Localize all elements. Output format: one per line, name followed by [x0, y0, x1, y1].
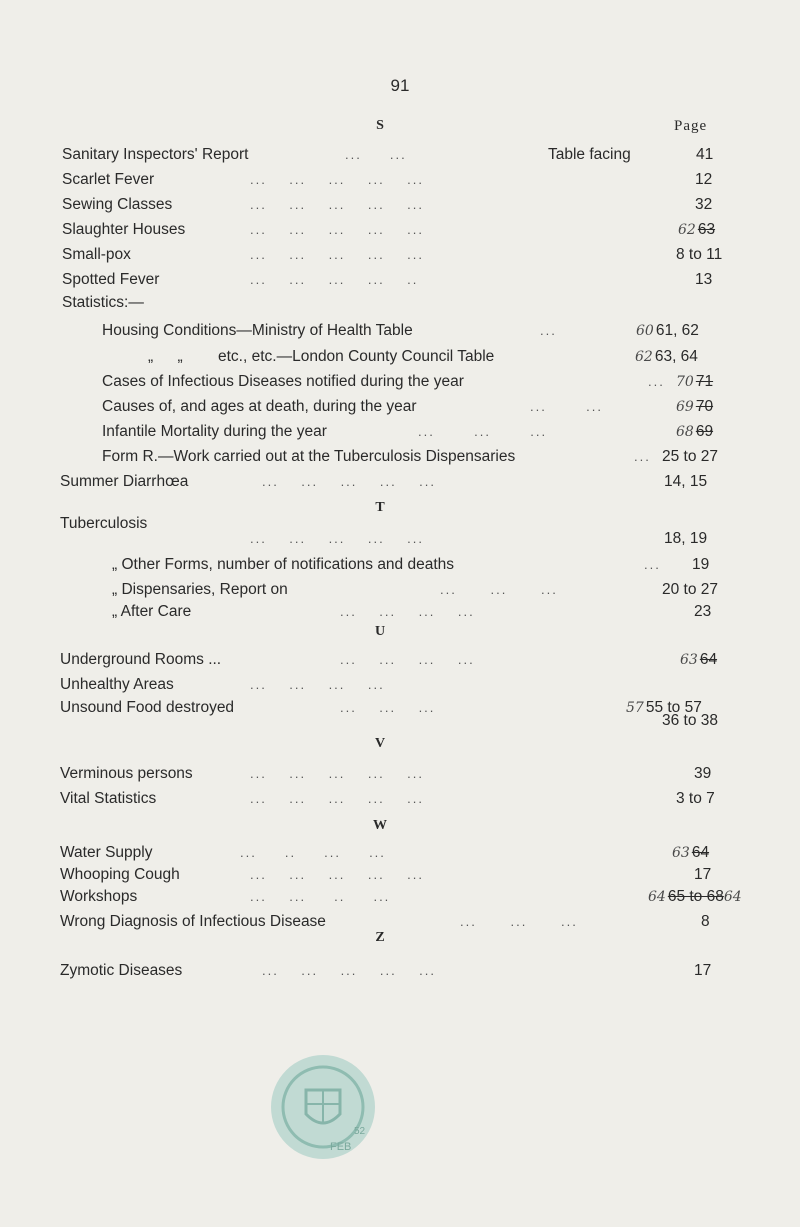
section-letter-t: T — [375, 500, 385, 515]
entry-label: Underground Rooms ... — [60, 651, 222, 668]
struck-page: 64 — [699, 651, 718, 668]
struck-page: 71 — [695, 373, 714, 390]
entry-page: 8 — [701, 913, 710, 930]
page-number: 91 — [390, 76, 410, 95]
index-entry — [0, 371, 800, 393]
leader-dots: ... ... ... ... — [250, 677, 385, 692]
entry-label: Form R.—Work carried out at the Tuberculosis Dispensaries — [102, 448, 516, 465]
index-entry — [0, 244, 800, 266]
struck-page: 63 — [697, 221, 716, 238]
leader-dots: ... ... ... ... ... — [250, 222, 424, 237]
index-entry — [0, 346, 800, 368]
entry-label: Zymotic Diseases — [60, 962, 183, 979]
entry-label: Summer Diarrhœa — [60, 473, 189, 490]
entry-label: Cases of Infectious Diseases notified during the year — [102, 373, 464, 390]
index-entry — [0, 960, 800, 982]
entry-label: Whooping Cough — [60, 866, 180, 883]
entry-label: Scarlet Fever — [62, 171, 155, 188]
entry-label: Slaughter Houses — [62, 221, 186, 238]
entry-page — [635, 346, 765, 368]
entry-page — [676, 421, 800, 443]
handwritten-correction: 63 — [672, 845, 690, 861]
index-entry — [0, 886, 800, 908]
entry-page: 17 — [694, 866, 712, 883]
struck-page: 65 to 68 — [667, 888, 724, 905]
page-ref: 55 to 57 — [645, 699, 702, 716]
index-entry — [0, 674, 800, 696]
handwritten-correction: 63 — [680, 652, 698, 668]
entry-page: 41 — [696, 146, 714, 163]
index-entry — [0, 396, 800, 418]
leader-dots: ... ... ... — [460, 914, 578, 929]
index-entry — [0, 864, 800, 886]
entry-label: „ After Care — [112, 603, 192, 620]
entry-page: 13 — [695, 271, 713, 288]
entry-page — [678, 219, 800, 241]
section-letter-u: U — [374, 624, 386, 639]
entry-page: 32 — [695, 196, 713, 213]
handwritten-correction: 64 — [648, 889, 666, 905]
index-entry — [0, 219, 800, 241]
struck-page: 69 — [695, 423, 714, 440]
leader-dots: ... .. ... ... — [240, 845, 386, 860]
entry-label: Causes of, and ages at death, during the year — [102, 398, 417, 415]
stamp-number: 52 — [354, 1126, 366, 1137]
page-ref: 63, 64 — [654, 348, 698, 365]
index-entry — [0, 579, 800, 601]
index-entry — [0, 788, 800, 810]
entry-label: Water Supply — [60, 844, 153, 861]
leader-dots: ... ... ... ... — [340, 604, 475, 619]
handwritten-correction: 68 — [676, 424, 694, 440]
entry-label: Sanitary Inspectors' Report — [62, 146, 249, 163]
library-stamp — [268, 1052, 378, 1162]
section-letter-w: W — [373, 818, 387, 833]
leader-dots: ... ... ... ... ... — [250, 867, 424, 882]
leader-dots: ... ... .. ... — [250, 889, 391, 904]
leader-dots: ... ... ... ... ... — [250, 247, 424, 262]
entry-page: 14, 15 — [664, 473, 708, 490]
index-entry — [0, 269, 800, 291]
leader-dots: ... ... ... ... ... — [250, 791, 424, 806]
index-entry — [0, 194, 800, 216]
index-entry — [0, 446, 800, 468]
handwritten-correction: 70 — [676, 374, 694, 390]
handwritten-correction: 69 — [676, 399, 694, 415]
entry-page — [636, 320, 766, 342]
entry-page — [676, 396, 800, 418]
index-entry — [0, 763, 800, 785]
entry-extra: Table facing — [548, 146, 631, 163]
entry-label: Tuberculosis — [60, 515, 148, 532]
entry-label: „ „ — [148, 348, 183, 365]
entry-page: 3 to 7 — [676, 790, 715, 807]
leader-dots: ... ... ... ... ... — [262, 963, 436, 978]
entry-page: 36 to 38 — [662, 712, 719, 729]
leader-dots: ... ... ... ... — [340, 652, 475, 667]
leader-dots: ... — [540, 323, 557, 338]
index-entry — [0, 649, 800, 671]
entry-label: Statistics:— — [62, 294, 144, 311]
index-entry — [0, 842, 800, 864]
entry-label: Unhealthy Areas — [60, 676, 174, 693]
entry-label: „ Other Forms, number of notifications and deaths — [112, 556, 455, 573]
page-ref: 61, 62 — [655, 322, 699, 339]
leader-dots: ... ... ... — [440, 582, 558, 597]
entry-page — [676, 371, 800, 393]
section-letter-s: S — [376, 118, 384, 133]
entry-label: Workshops — [60, 888, 138, 905]
entry-label: „ Dispensaries, Report on — [112, 581, 288, 598]
entry-page: 19 — [692, 556, 710, 573]
leader-dots: ... — [634, 449, 651, 464]
entry-label: etc., etc.—London County Council Table — [218, 348, 495, 365]
entry-label: Wrong Diagnosis of Infectious Disease — [60, 913, 326, 930]
entry-label: Verminous persons — [60, 765, 193, 782]
leader-dots: ... — [644, 557, 661, 572]
section-letter-v: V — [374, 736, 386, 751]
index-entry — [0, 292, 800, 314]
handwritten-correction: 62 — [678, 222, 696, 238]
index-entry — [0, 710, 800, 732]
leader-dots: ... ... ... ... ... — [250, 197, 424, 212]
leader-dots: ... — [648, 374, 665, 389]
leader-dots: ... ... ... ... ... — [250, 766, 424, 781]
index-entry — [0, 601, 800, 623]
entry-label: Small-pox — [62, 246, 131, 263]
leader-dots: ... ... ... — [418, 424, 548, 439]
entry-label: Housing Conditions—Ministry of Health Table — [102, 322, 413, 339]
leader-dots: ... ... — [530, 399, 603, 414]
entry-label: Unsound Food destroyed — [60, 699, 235, 716]
handwritten-correction: 62 — [635, 349, 653, 365]
entry-label: Spotted Fever — [62, 271, 160, 288]
entry-page — [680, 649, 800, 671]
leader-dots: ... ... — [345, 147, 407, 162]
index-entry — [0, 528, 800, 550]
entry-page: 18, 19 — [664, 530, 708, 547]
struck-page: 70 — [695, 398, 714, 415]
leader-dots: ... ... ... ... .. — [250, 272, 419, 287]
stamp-text: FEB — [330, 1141, 352, 1153]
leader-dots: ... ... ... ... ... — [250, 172, 424, 187]
index-entry — [0, 421, 800, 443]
struck-page: 64 — [691, 844, 710, 861]
entry-page: 17 — [694, 962, 712, 979]
entry-label: Sewing Classes — [62, 196, 173, 213]
index-entry — [0, 471, 800, 493]
entry-page: 25 to 27 — [662, 448, 719, 465]
entry-page — [672, 842, 800, 864]
handwritten-correction: 64 — [723, 889, 742, 905]
section-letter-z: Z — [375, 930, 385, 945]
entry-label: Vital Statistics — [60, 790, 157, 807]
index-entry — [0, 554, 800, 576]
leader-dots: ... ... ... ... ... — [250, 531, 424, 546]
handwritten-correction: 57 — [626, 700, 644, 716]
entry-page: 8 to 11 — [676, 246, 723, 263]
leader-dots: ... ... ... — [340, 700, 436, 715]
page-column-header: Page — [674, 118, 708, 134]
entry-page: 39 — [694, 765, 712, 782]
entry-label: Infantile Mortality during the year — [102, 423, 327, 440]
handwritten-correction: 60 — [636, 323, 654, 339]
leader-dots: ... ... ... ... ... — [262, 474, 436, 489]
entry-page — [648, 886, 778, 908]
index-entry — [0, 320, 800, 342]
entry-page: 23 — [694, 603, 712, 620]
index-entry — [0, 169, 800, 191]
entry-page: 12 — [695, 171, 713, 188]
entry-page: 20 to 27 — [662, 581, 719, 598]
index-entry — [0, 144, 800, 166]
